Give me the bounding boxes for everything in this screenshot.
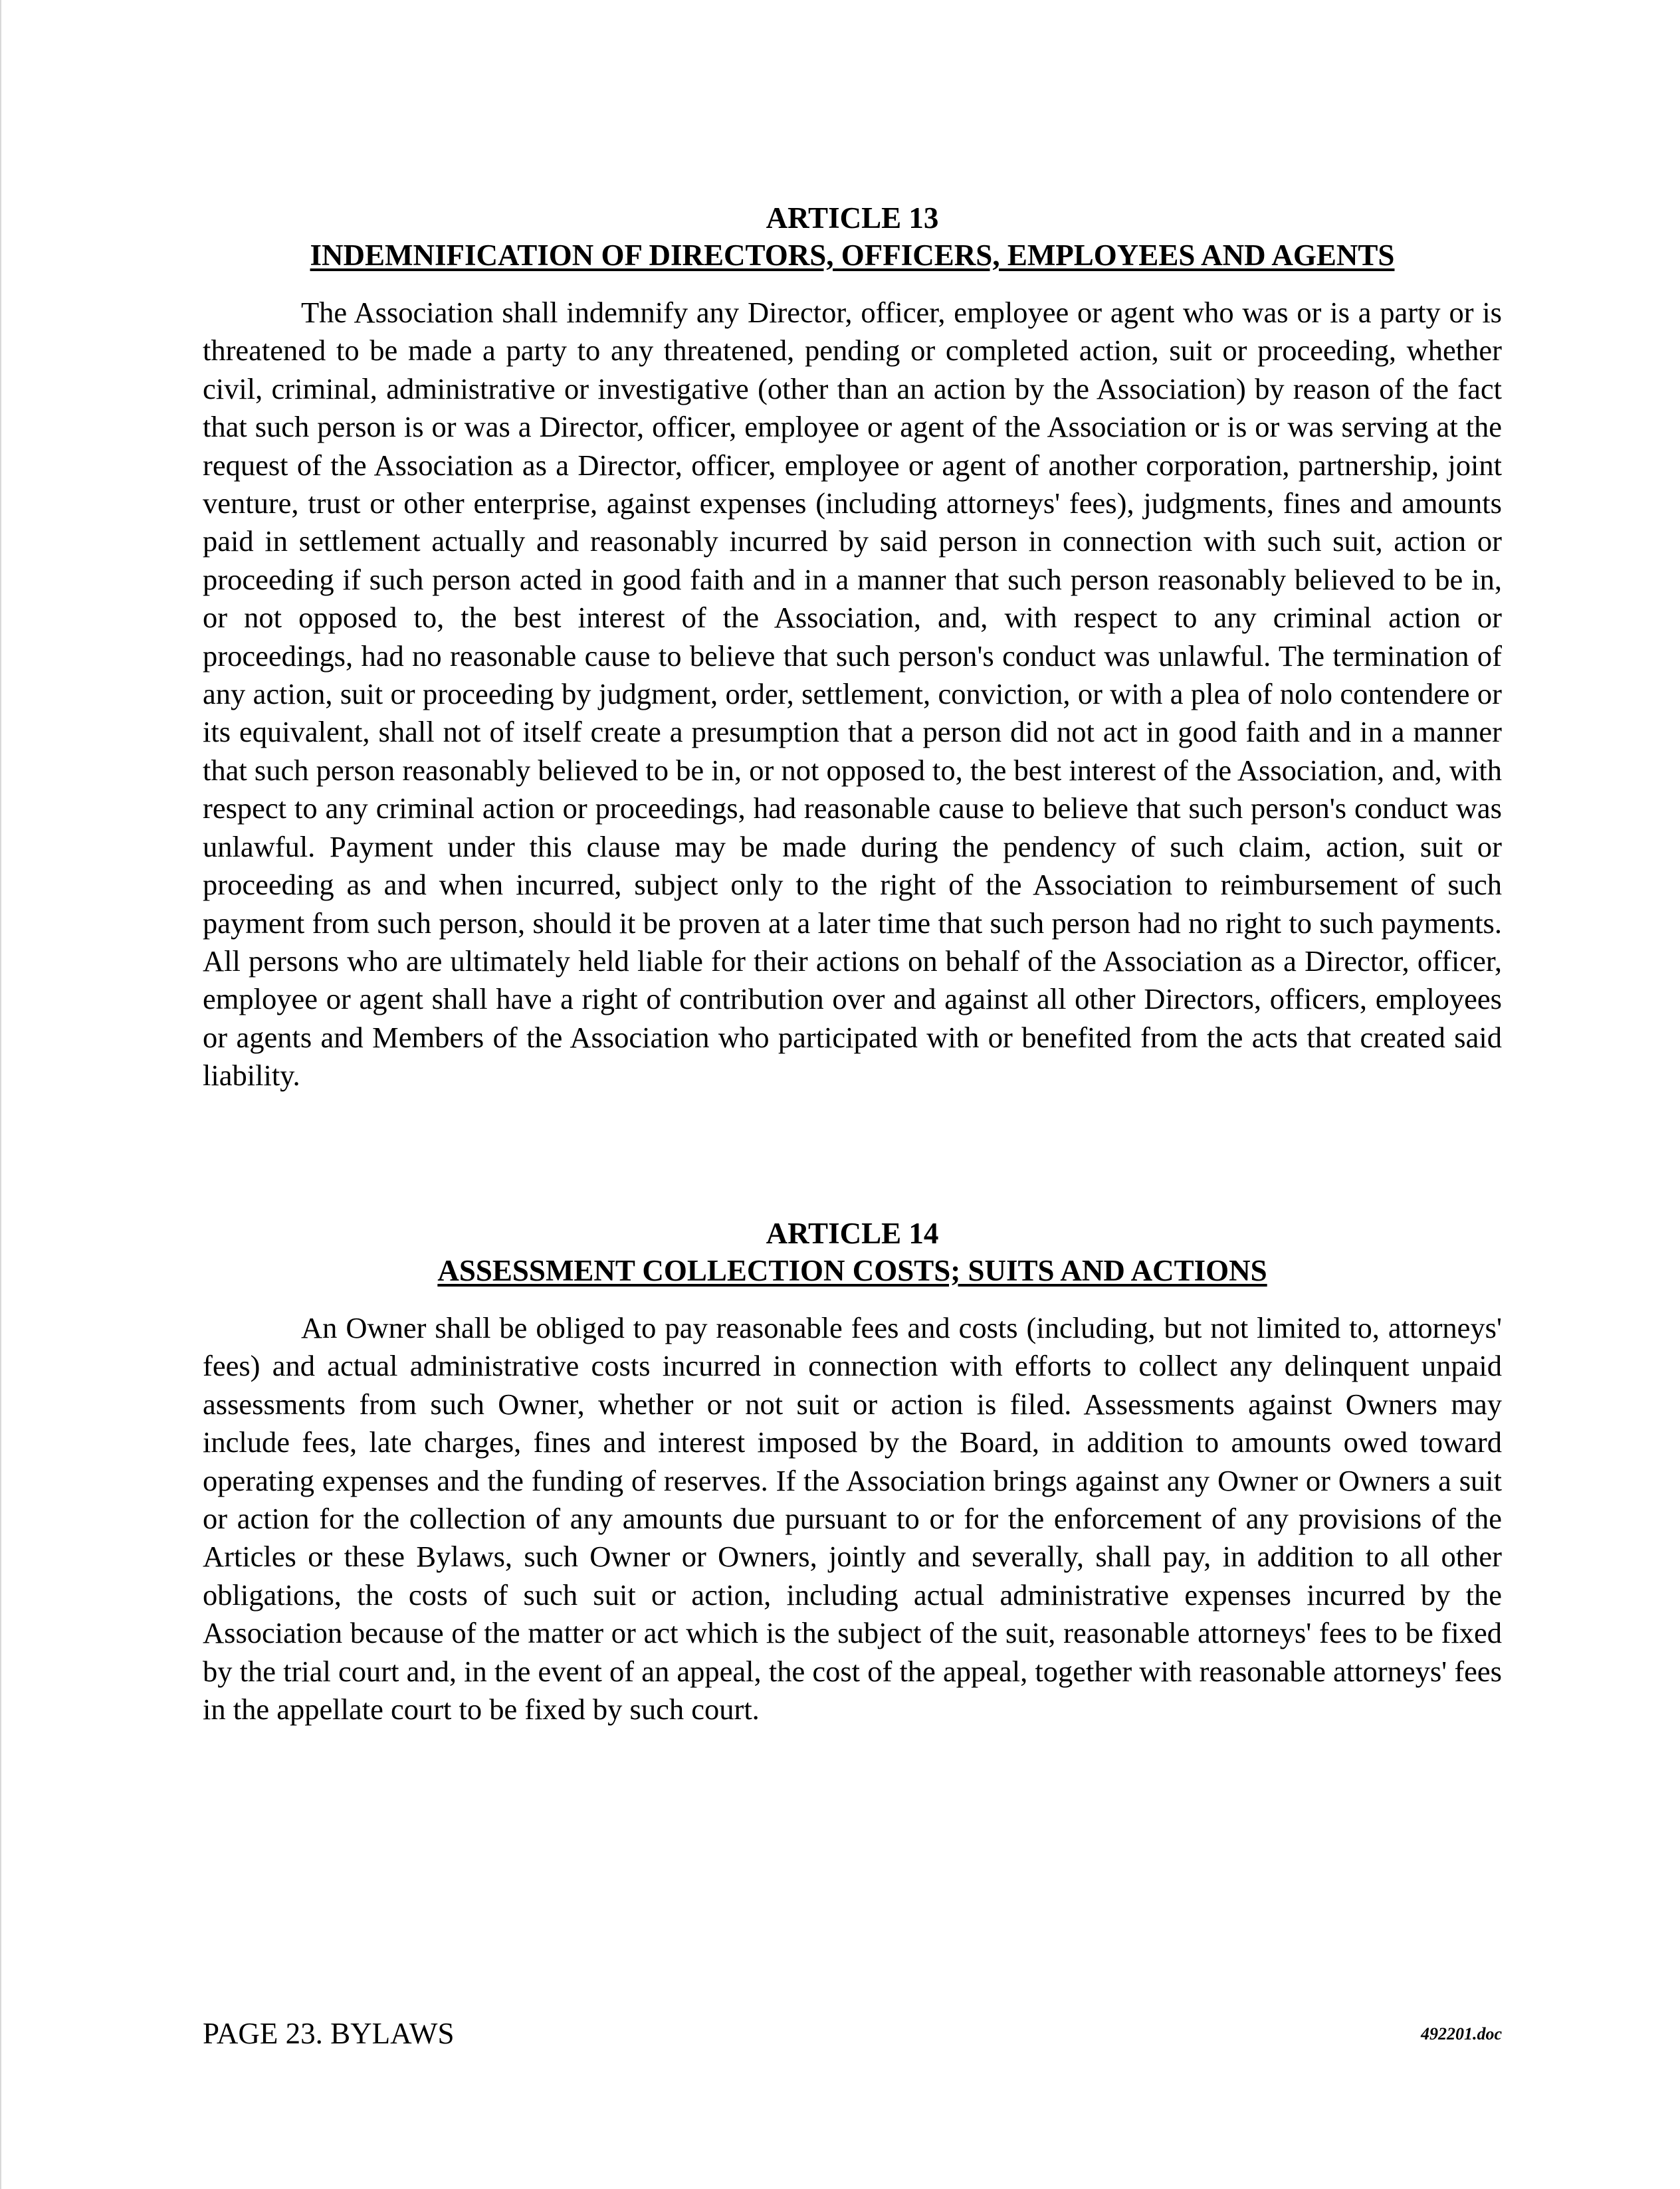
article-14-number: ARTICLE 14 <box>766 1217 939 1250</box>
article-13-title: INDEMNIFICATION OF DIRECTORS, OFFICERS, EMPLOYEES AND AGENTS <box>310 239 1395 272</box>
article-13-body: The Association shall indemnify any Director, officer, employee or agent who was or is a party or is threatened to be made a party to any threatened, pending or completed action, suit or proceeding, whether civil, criminal, administrative or investigative (other than an action by the Association) by reason of the fact that such person is or was a Director, officer, employee or agent of the Association or is or was serving at the request of the Association as a Director, officer, employee or agent of another corporation, partnership, joint venture, trust or other enterprise, against expenses (including attorneys' fees), judgments, fines and amounts paid in settlement actually and reasonably incurred by said person in connection with such suit, action or proceeding if such person acted in good faith and in a manner that such person reasonably believed to be in, or not opposed to, the best interest of the Association, and, with respect to any criminal action or proceedings, had no reasonable cause to believe that such person's conduct was unlawful. The termination of any action, suit or proceeding by judgment, order, settlement, conviction, or with a plea of nolo contendere or its equivalent, shall not of itself create a presumption that a person did not act in good faith and in a manner that such person reasonably believed to be in, or not opposed to, the best interest of the Association, and, with respect to any criminal action or proceedings, had reasonable cause to believe that such person's conduct was unlawful. Payment under this clause may be made during the pendency of such claim, action, suit or proceeding as and when incurred, subject only to the right of the Association to reimbursement of such payment from such person, should it be proven at a later time that such person had no right to such payments. All persons who are ultimately held liable for their actions on behalf of the Association as a Director, officer, employee or agent shall have a right of contribution over and against all other Directors, officers, employees or agents and Members of the Association who participated with or benefited from the acts that created said liability. <box>203 296 1502 1093</box>
article-14-section <box>203 1215 1502 1728</box>
article-13-number: ARTICLE 13 <box>766 201 939 235</box>
article-14-body: An Owner shall be obliged to pay reasonable fees and costs (including, but not limited to, attorneys' fees) and actual administrative costs incurred in connection with efforts to collect any delinquent unpaid assessments from such Owner, whether or not suit or action is filed. Assessments against Owners may include fees, late charges, fines and interest imposed by the Board, in addition to amounts owed toward operating expenses and the funding of reserves. If the Association brings against any Owner or Owners a suit or action for the collection of any amounts due pursuant to or for the enforcement of any provisions of the Articles or these Bylaws, such Owner or Owners, jointly and severally, shall pay, in addition to all other obligations, the costs of such suit or action, including actual administrative expenses incurred by the Association because of the matter or act which is the subject of the suit, reasonable attorneys' fees to be fixed by the trial court and, in the event of an appeal, the cost of the appeal, together with reasonable attorneys' fees in the appellate court to be fixed by such court. <box>203 1311 1502 1726</box>
footer-page-label: PAGE 23. BYLAWS <box>203 2017 455 2050</box>
footer-doc-id: 492201.doc <box>1420 2024 1502 2043</box>
article-14-title: ASSESSMENT COLLECTION COSTS; SUITS AND ACTIONS <box>437 1254 1267 1287</box>
scan-edge-line <box>0 0 1 2189</box>
article-13-section <box>203 199 1502 1095</box>
